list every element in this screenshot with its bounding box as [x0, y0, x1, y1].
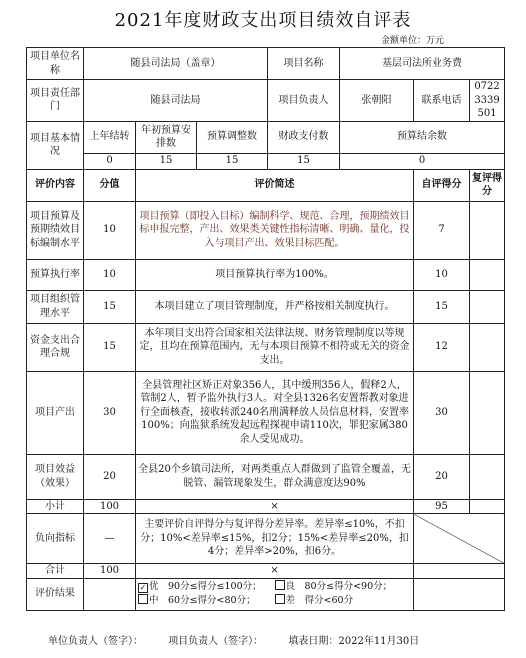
checkbox-icon[interactable]	[275, 580, 285, 590]
phone-value: 07223339501	[470, 80, 505, 122]
row-self-score: 7	[414, 201, 470, 259]
signature-footer	[48, 632, 441, 647]
amount-unit: 金额单位：万元	[380, 36, 444, 46]
row-score: 15	[84, 323, 136, 371]
result-option-good[interactable]: 良 80分≤得分<90分；	[275, 580, 412, 594]
basic-header-balance: 预算结余数	[340, 121, 505, 153]
project-unit-label: 项目单位名称	[27, 48, 84, 80]
row-score: 10	[84, 259, 136, 290]
row-review-score	[470, 323, 505, 371]
negative-indicator-desc: 主要评价自评得分与复评得分差异率。差异率≤10%，不扣分；10%<差异率≤15%，扣2分；15%<差异率≤20%，扣4分；差异率>20%，扣6分。	[136, 514, 414, 564]
checkbox-icon[interactable]	[138, 594, 148, 604]
basic-header-paid: 财政支付数	[268, 121, 340, 153]
dept-value: 随县司法局	[84, 80, 268, 122]
basic-value-paid: 15	[268, 153, 340, 169]
eval-header-review: 复评得分	[470, 169, 505, 201]
basic-value-budget: 15	[136, 153, 197, 169]
row-score: 30	[84, 371, 136, 454]
subtotal-mark: ×	[136, 499, 414, 514]
fill-date: 填表日期：2022年11月30日	[288, 636, 420, 647]
checked-checkbox-icon[interactable]: ✓	[139, 583, 147, 593]
eval-header-desc: 评价简述	[136, 169, 414, 201]
eval-header-self: 自评得分	[414, 169, 470, 201]
result-option-medium[interactable]: 中 60分≤得分<80分；	[138, 594, 275, 608]
leader-value: 张朝阳	[340, 80, 414, 122]
table-row	[27, 290, 505, 323]
page-title: 2021年度财政支出项目绩效自评表	[114, 10, 412, 31]
row-desc: 全县管理社区矫正对象356人，其中缓刑356人，假释2人，管制2人，暂予监外执行3人。对全县1326名安置帮教对象进行全面核查，接收转派240名刑满释放人员信息材料，安置率100%；向监狱系统发起远程探视申请110次，罪犯家属380余人受见成功。	[136, 371, 414, 454]
row-score: 20	[84, 454, 136, 499]
row-content: 项目组织管理水平	[27, 290, 84, 323]
result-option-poor[interactable]: 差 得分<60分	[275, 594, 412, 608]
row-review-score	[470, 201, 505, 259]
table-row	[27, 201, 505, 259]
project-name-value: 基层司法所业务费	[340, 48, 505, 80]
row-desc: 本年项目支出符合国家相关法律法规、财务管理制度以等规定，且均在预算范围内，无与本项目预算不相符或无关的资金支出。	[136, 323, 414, 371]
basic-value-balance: 0	[340, 153, 505, 169]
row-self-score: 20	[414, 454, 470, 499]
table-row	[27, 259, 505, 290]
table-row	[27, 454, 505, 499]
row-desc: 项目预算（即投入目标）编制科学、规范、合理，预期绩效目标申报完整，产出、效果类关键性指标清晰、明确、量化，投入与项目产出、效果目标匹配。	[136, 201, 414, 259]
row-content: 项目效益（效果）	[27, 454, 84, 499]
row-content: 项目预算及预期绩效目标编制水平	[27, 201, 84, 259]
row-content: 预算执行率	[27, 259, 84, 290]
negative-diagonal-cell	[414, 514, 505, 564]
project-name-label: 项目名称	[268, 48, 340, 80]
row-self-score: 10	[414, 259, 470, 290]
total-label: 合计	[27, 564, 84, 579]
project-unit-value: 随县司法局（盖章）	[84, 48, 268, 80]
eval-header-content: 评价内容	[27, 169, 84, 201]
row-desc: 本项目建立了项目管理制度，并严格按相关制度执行。	[136, 290, 414, 323]
total-score: 100	[84, 564, 136, 579]
result-label: 评价结果	[27, 578, 84, 610]
row-self-score: 15	[414, 290, 470, 323]
basic-value-adjust: 15	[197, 153, 268, 169]
basic-value-carryover: 0	[84, 153, 136, 169]
row-score: 10	[84, 201, 136, 259]
negative-indicator-score: —	[84, 514, 136, 564]
row-desc: 项目预算执行率为100%。	[136, 259, 414, 290]
dept-label: 项目责任部门	[27, 80, 84, 122]
phone-label: 联系电话	[414, 80, 470, 122]
row-self-score: 12	[414, 323, 470, 371]
subtotal-self-score: 95	[414, 499, 470, 514]
row-review-score	[470, 371, 505, 454]
row-review-score	[470, 454, 505, 499]
row-review-score	[470, 290, 505, 323]
row-self-score: 30	[414, 371, 470, 454]
row-desc: 全县20个乡镇司法所，对两类重点人群做到了监管全覆盖，无脱管、漏管现象发生，群众满意度达90%	[136, 454, 414, 499]
subtotal-label: 小计	[27, 499, 84, 514]
row-content: 资金支出合理合规	[27, 323, 84, 371]
unit-leader-signature: 单位负责人（签字）：	[48, 636, 143, 647]
result-options	[136, 578, 414, 610]
checkbox-icon[interactable]	[275, 594, 285, 604]
basic-info-label: 项目基本情况	[27, 121, 84, 169]
row-score: 15	[84, 290, 136, 323]
table-row	[27, 323, 505, 371]
eval-header-score: 分值	[84, 169, 136, 201]
basic-header-adjust: 预算调整数	[197, 121, 268, 153]
result-option-excellent[interactable]: ✓ 优 90分≤得分≤100分；	[139, 581, 262, 593]
basic-header-budget: 年初预算安排数	[136, 121, 197, 153]
table-row	[27, 371, 505, 454]
total-mark: ×	[136, 564, 414, 579]
project-leader-signature: 项目负责人（签字）：	[168, 636, 264, 647]
subtotal-score: 100	[84, 499, 136, 514]
evaluation-table	[26, 47, 505, 611]
leader-label: 项目负责人	[268, 80, 340, 122]
basic-header-carryover: 上年结转	[84, 121, 136, 153]
row-review-score	[470, 259, 505, 290]
row-content: 项目产出	[27, 371, 84, 454]
negative-indicator-label: 负向指标	[27, 514, 84, 564]
